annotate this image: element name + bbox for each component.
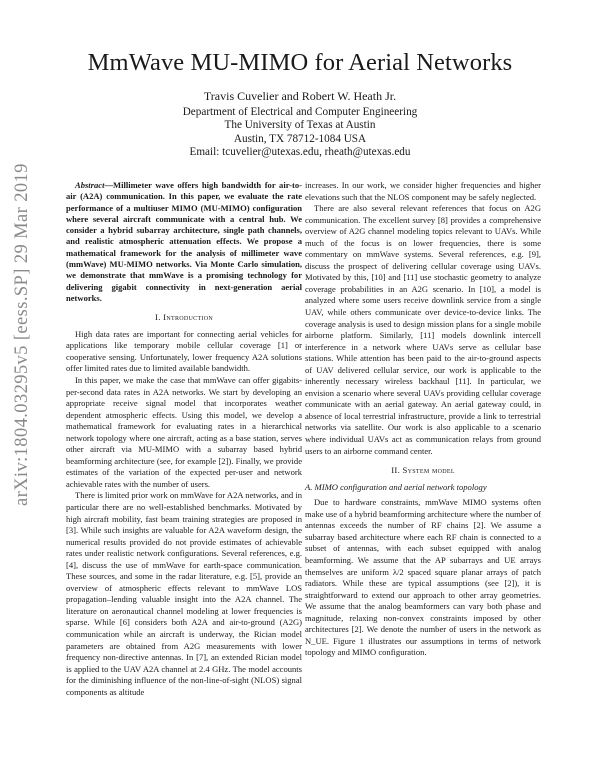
right-column <box>305 180 541 659</box>
intro-paragraph-1: High data rates are important for connecting aerial vehicles for applications like temporary mobile cellular coverage [1] or cooperative sensing. Unfortunately, lower frequency A2A solutions offer limited rates due to limited available bandwidth. <box>66 328 302 374</box>
paper-title: MmWave MU-MIMO for Aerial Networks <box>87 49 513 76</box>
system-model-subheading: A. MIMO configuration and aerial network topology <box>305 481 487 492</box>
author-address: Austin, TX 78712-1084 USA <box>233 132 367 145</box>
intro-paragraph-3-cont: increases. In our work, we consider higher frequencies and higher elevations such that the NLOS component may be safely neglected. <box>305 180 541 202</box>
arxiv-side-label: arXiv:1804.03295v5 [eess.SP] 29 Mar 2019 <box>12 163 32 507</box>
system-model-paragraph-1: Due to hardware constraints, mmWave MIMO systems often make use of a hybrid beamforming architecture where the number of antennas exceeds the number of RF chains [2]. We assume a subarray based architecture where each RF chain is connected to a subset of antennas, with each subset equipped with analog beamforming. We assume that the AP subarrays and UE arrays themselves are uniform λ/2 spaced square planar arrays of patch radiators. While these are typical assumptions (see [2]), it is straightforward to extend our approach to other array geometries. We assume that the analog beamformers can vary both phase and magnitude, relaxing non-convex constraints imposed by other architectures [2]. We denote the number of users in the network as N_UE. Figure 1 illustrates our assumptions in terms of network topology and MIMO configuration. <box>305 497 541 658</box>
intro-heading: I. Introduction <box>155 312 213 323</box>
intro-paragraph-2: In this paper, we make the case that mmWave can offer gigabits-per-second data rates in A2A networks. We start by developing an appropriate receive signal model that incorporates weather dependent atmospheric effects. Using this model, we develop a mathematical framework for evaluating rates in a hierarchical network topology where one aircraft, acting as a base station, serves other aircraft via MU-MIMO with a subarray based hybrid beamforming architecture (see, for example [2]). Finally, we provide estimates of the variation of the expected per-user and network achievable rates with the number of users. <box>66 375 302 489</box>
abstract-lead: Abstract <box>75 180 105 190</box>
abstract-text: —Millimeter wave offers high bandwidth for air-to-air (A2A) communication. In this paper, we evaluate the rate performance of a multiuser MIMO (MU-MIMO) configuration where several aircraft communicate with a central hub. We consider a hybrid subarray architecture, single path channels, and realistic atmospheric attenuation effects. We propose a mathematical framework for the analysis of millimeter wave (mmWave) MU-MIMO networks. Via Monte Carlo simulation, we demonstrate that mmWave is a promising technology for delivering gigabit connectivity in next-generation aerial networks. <box>66 180 302 303</box>
system-model-heading: II. System model <box>391 465 455 476</box>
intro-paragraph-4: There are also several relevant references that focus on A2G communication. The excellent survey [8] provides a comprehensive overview of A2G channel modeling topics relevant to UAVs. While much of the focus is on lower frequencies, there is some commentary on mmWave systems. Several references, e.g. [9], discuss the prospect of delivering cellular coverage using UAVs. Motivated by this, [10] and [11] use stochastic geometry to analyze coverage probabilities in an A2G scenario. In [10], a model is analyzed where some users receive downlink service from a single UAV, while others communicate over device-to-device links. The coverage analysis is used to design mission plans for a single mobile airborne platform. Similarly, [11] models downlink intercell interference in a network where UAVs serve as cellular base stations. While attention has been paid to the air-to-ground aspects of UAV delivered cellular service, our work is applicable to the inherently necessary wireless backhaul [11]. In particular, we envision a scenario where several UAVs providing cellular coverage communicate with an aerial gateway. An aerial gateway could, in absence of local terrestrial infrastructure, provide a link to terrestrial networks via satellite. Our work is also applicable to a scenario where individual UAVs act as communication relays from ground users to an airborne command center. <box>305 203 541 456</box>
author-university: The University of Texas at Austin <box>224 119 376 132</box>
author-block <box>60 90 540 159</box>
author-department: Department of Electrical and Computer Engineering <box>182 106 418 119</box>
author-names: Travis Cuvelier and Robert W. Heath Jr. <box>203 89 397 103</box>
abstract <box>66 180 302 304</box>
author-email: Email: tcuvelier@utexas.edu, rheath@utexas.edu <box>189 145 411 158</box>
intro-paragraph-3: There is limited prior work on mmWave for A2A networks, and in particular there are no well-established benchmarks. Motivated by high aircraft mobility, fast beam training strategies are proposed in [3]. While such insights are valuable for A2A waveform design, the numerical results provided do not provide estimates of achievable rates under realistic network configurations. Several references, e.g. [4], discuss the use of mmWave for earth-space communication. These sources, and some in the radar literature, e.g. [5], provide an overview of atmospheric effects relevant to mmWave LOS propagation–lending valuable insight into the A2A channel. The literature on aeronautical channel modeling at lower frequencies is sparse. While [6] considers both A2A and air-to-ground (A2G) communication while an aircraft is underway, the Rician model parameters are obtained from A2G measurements with lower frequency non-directive antennas. In [7], an extended Rician model is applied to the UAV A2A channel at 2.4 GHz. The model accounts for the diminishing influence of the non-line-of-sight (NLOS) signal components as altitude <box>66 490 302 697</box>
left-column <box>66 180 302 698</box>
